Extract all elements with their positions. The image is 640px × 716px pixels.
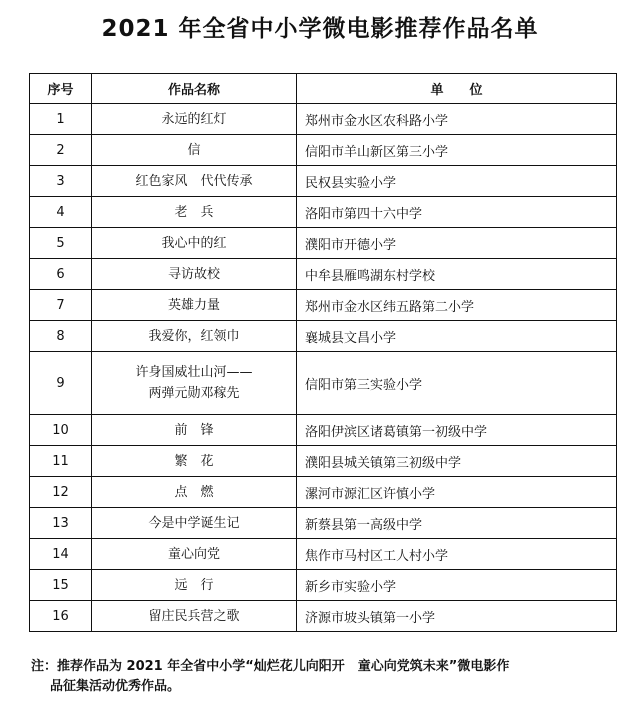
table-row [30, 601, 617, 632]
row-work-name-line2: 两弹元勋邓稼先 [148, 386, 240, 401]
table-row [30, 352, 617, 415]
table-row [30, 321, 617, 352]
table-row [30, 570, 617, 601]
table-row [30, 135, 617, 166]
row-unit: 焦作市马村区工人村小学 [297, 539, 617, 570]
table-row [30, 539, 617, 570]
row-num: 12 [30, 477, 92, 508]
row-num: 13 [30, 508, 92, 539]
row-work-name: 繁 花 [92, 446, 297, 477]
row-unit: 民权县实验小学 [297, 166, 617, 197]
row-unit: 濮阳县城关镇第三初级中学 [297, 446, 617, 477]
footnote-prefix: 注： [31, 659, 58, 674]
row-unit: 濮阳市开德小学 [297, 228, 617, 259]
row-num: 9 [30, 352, 92, 415]
works-table [29, 73, 617, 632]
row-num: 5 [30, 228, 92, 259]
row-num: 8 [30, 321, 92, 352]
row-work-name: 红色家风 代代传承 [92, 166, 297, 197]
row-num: 10 [30, 415, 92, 446]
row-unit: 信阳市第三实验小学 [297, 352, 617, 415]
table-row [30, 508, 617, 539]
row-work-name: 童心向党 [92, 539, 297, 570]
row-num: 3 [30, 166, 92, 197]
header-num: 序号 [30, 74, 92, 104]
row-work-name: 英雄力量 [92, 290, 297, 321]
row-unit: 新乡市实验小学 [297, 570, 617, 601]
row-num: 2 [30, 135, 92, 166]
row-num: 14 [30, 539, 92, 570]
row-unit: 洛阳市第四十六中学 [297, 197, 617, 228]
footnote [31, 657, 621, 697]
table-row [30, 259, 617, 290]
row-work-name: 信 [92, 135, 297, 166]
row-num: 15 [30, 570, 92, 601]
row-num: 16 [30, 601, 92, 632]
table-row [30, 446, 617, 477]
table-row [30, 477, 617, 508]
row-work-name: 点 燃 [92, 477, 297, 508]
row-work-name: 永远的红灯 [92, 104, 297, 135]
row-num: 6 [30, 259, 92, 290]
row-unit: 信阳市羊山新区第三小学 [297, 135, 617, 166]
header-unit: 单 位 [297, 74, 617, 104]
row-num: 1 [30, 104, 92, 135]
row-work-name [92, 352, 297, 415]
row-num: 7 [30, 290, 92, 321]
row-num: 11 [30, 446, 92, 477]
row-unit: 郑州市金水区农科路小学 [297, 104, 617, 135]
footnote-line1: 推荐作品为 2021 年全省中小学“灿烂花儿向阳开 童心向党筑未来”微电影作 [57, 659, 510, 674]
row-work-name: 前 锋 [92, 415, 297, 446]
row-unit: 济源市坡头镇第一小学 [297, 601, 617, 632]
row-work-name: 今是中学诞生记 [92, 508, 297, 539]
row-work-name-line1: 许身国威壮山河—— [135, 365, 253, 380]
table-row [30, 290, 617, 321]
row-work-name: 寻访故校 [92, 259, 297, 290]
row-unit: 郑州市金水区纬五路第二小学 [297, 290, 617, 321]
table-row [30, 197, 617, 228]
table-row [30, 228, 617, 259]
table-row [30, 415, 617, 446]
table-row [30, 166, 617, 197]
row-unit: 漯河市源汇区许慎小学 [297, 477, 617, 508]
table-row [30, 104, 617, 135]
row-work-name: 我爱你，红领巾 [92, 321, 297, 352]
row-work-name: 留庄民兵营之歌 [92, 601, 297, 632]
row-unit: 洛阳伊滨区诸葛镇第一初级中学 [297, 415, 617, 446]
row-num: 4 [30, 197, 92, 228]
row-unit: 中牟县雁鸣湖东村学校 [297, 259, 617, 290]
table-header-row [30, 74, 617, 104]
footnote-line2: 品征集活动优秀作品。 [50, 679, 181, 694]
row-work-name: 我心中的红 [92, 228, 297, 259]
row-unit: 新蔡县第一高级中学 [297, 508, 617, 539]
header-name: 作品名称 [92, 74, 297, 104]
row-work-name: 远 行 [92, 570, 297, 601]
row-work-name: 老 兵 [92, 197, 297, 228]
row-unit: 襄城县文昌小学 [297, 321, 617, 352]
page-title: 2021 年全省中小学微电影推荐作品名单 [101, 16, 539, 42]
